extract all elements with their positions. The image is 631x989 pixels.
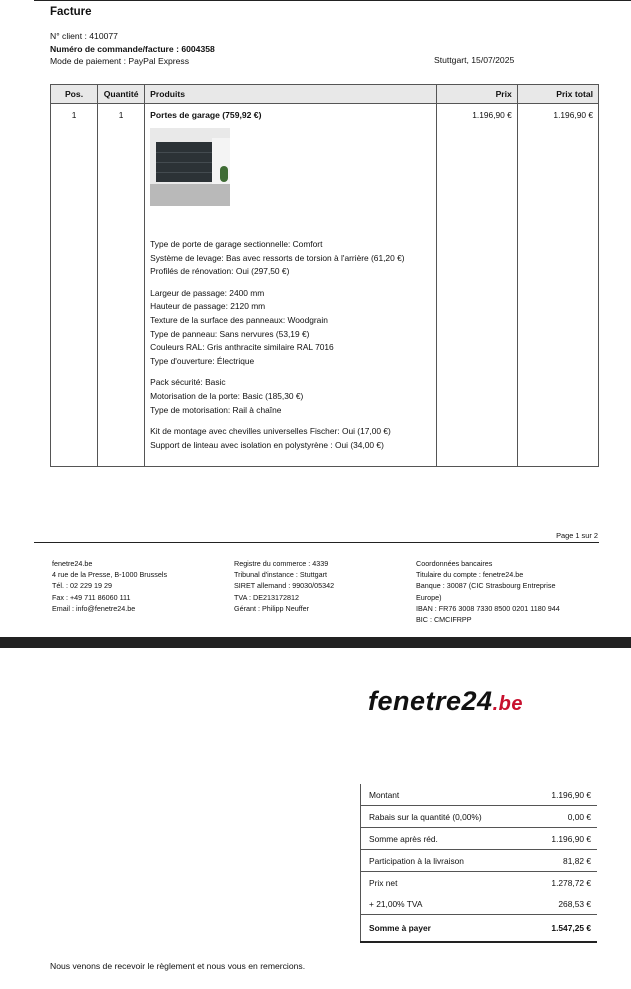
summary-row: Rabais sur la quantité (0,00%) 0,00 €	[361, 806, 598, 828]
product-specs	[150, 238, 431, 452]
top-rule	[34, 0, 631, 1]
summary-table	[360, 784, 597, 943]
footer-line: TVA : DE213172812	[234, 592, 299, 602]
spec-line: Hauteur de passage: 2120 mm	[150, 301, 266, 312]
client-number: N° client : 410077	[50, 31, 118, 41]
page-break-band	[0, 637, 631, 648]
spec-group	[150, 238, 431, 279]
invoice-title: Facture	[50, 6, 92, 18]
company-logo: fenetre24.be	[368, 686, 523, 716]
items-header-row	[51, 85, 599, 104]
footer-bank	[416, 558, 560, 625]
header-total: Prix total	[517, 85, 598, 104]
footer-line: 4 rue de la Presse, B-1000 Brussels	[52, 570, 168, 580]
spec-line: Type de porte de garage sectionnelle: Comfort	[150, 239, 323, 249]
spec-line: Profilés de rénovation: Oui (297,50 €)	[150, 266, 290, 277]
summary-row: Montant 1.196,90 €	[361, 784, 598, 806]
footer-rule	[34, 542, 599, 543]
summary-row: Prix net 1.278,72 €	[369, 877, 591, 888]
spec-line: Texture de la surface des panneaux: Woodgrain	[150, 314, 328, 325]
footer-line: Europe)	[416, 592, 442, 602]
spec-line: Couleurs RAL: Gris anthracite similaire RAL 7016	[150, 342, 334, 353]
items-table	[50, 84, 599, 467]
header-price: Prix	[436, 85, 517, 104]
header-product: Produits	[145, 85, 437, 104]
footer-line: Gérant : Philipp Neuffer	[234, 603, 309, 613]
footer-line: Banque : 30087 (CIC Strasbourg Entreprise	[416, 581, 556, 591]
row-pos: 1	[51, 104, 98, 467]
spec-line: Type de motorisation: Rail à chaîne	[150, 404, 282, 415]
footer-company	[52, 558, 167, 614]
footer-line: SIRET allemand : 99030/05342	[234, 581, 335, 591]
spec-line: Système de levage: Bas avec ressorts de torsion à l'arrière (61,20 €)	[150, 252, 405, 263]
garage-door-image	[150, 128, 230, 206]
spec-line: Support de linteau avec isolation en polystyrène : Oui (34,00 €)	[150, 439, 384, 450]
spec-group	[150, 287, 431, 369]
summary-row: Somme après réd. 1.196,90 €	[361, 828, 598, 850]
header-pos: Pos.	[51, 85, 98, 104]
spec-line: Motorisation de la porte: Basic (185,30 €)	[150, 390, 304, 401]
row-total: 1.196,90 €	[517, 104, 598, 467]
footer-line: Titulaire du compte : fenetre24.be	[416, 570, 524, 580]
footer-line: Tribunal d'instance : Stuttgart	[234, 570, 327, 580]
spec-line: Type de panneau: Sans nervures (53,19 €)	[150, 328, 310, 339]
footer-line: IBAN : FR76 3008 7330 8500 0201 1180 944	[416, 603, 560, 613]
spec-line: Type d'ouverture: Électrique	[150, 355, 255, 366]
payment-method: Mode de paiement : PayPal Express	[50, 56, 190, 66]
summary-row: + 21,00% TVA 268,53 €	[369, 898, 591, 909]
place-date: Stuttgart, 15/07/2025	[434, 55, 515, 65]
thank-you-note: Nous venons de recevoir le règlement et nous vous en remercions.	[50, 961, 306, 971]
spec-group	[150, 425, 431, 452]
spec-line: Kit de montage avec chevilles universelles Fischer: Oui (17,00 €)	[150, 426, 391, 437]
spec-line: Largeur de passage: 2400 mm	[150, 287, 265, 298]
page-number: Page 1 sur 2	[556, 531, 598, 540]
footer-line: fenetre24.be	[52, 559, 93, 568]
footer-line: Coordonnées bancaires	[416, 559, 493, 568]
summary-row: Participation à la livraison 81,82 €	[361, 850, 598, 872]
row-product	[145, 104, 437, 467]
summary-total-row: Somme à payer 1.547,25 €	[361, 915, 598, 943]
footer-line: Email : info@fenetre24.be	[52, 603, 136, 613]
spec-group	[150, 376, 431, 417]
row-qty: 1	[98, 104, 145, 467]
row-price: 1.196,90 €	[436, 104, 517, 467]
header-qty: Quantité	[98, 85, 145, 104]
footer-line: Fax : +49 711 86060 111	[52, 592, 131, 602]
footer-registry	[234, 558, 334, 614]
spec-line: Pack sécurité: Basic	[150, 377, 226, 388]
product-name: Portes de garage (759,92 €)	[150, 110, 262, 120]
footer-line: BIC : CMCIFRPP	[416, 615, 472, 625]
table-row	[51, 104, 599, 467]
footer-line: Tél. : 02 229 19 29	[52, 581, 112, 591]
footer-line: Registre du commerce : 4339	[234, 559, 329, 568]
order-number: Numéro de commande/facture : 6004358	[50, 44, 215, 54]
